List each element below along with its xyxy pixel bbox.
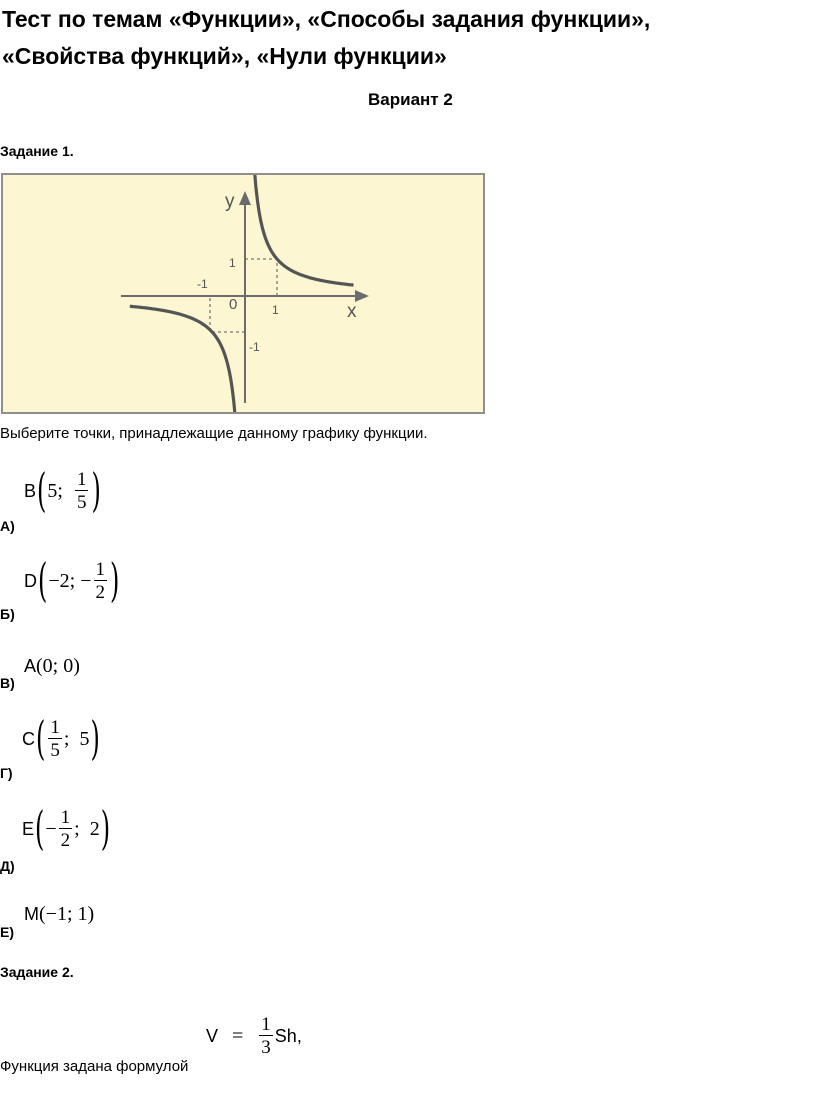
option-c-expression: [24, 655, 80, 678]
formula-rhs: Sh,: [274, 1025, 302, 1046]
option-d-expression: C ( $\frac{1}{5}$ ; 5 ): [22, 712, 100, 766]
variant-heading: Вариант 2: [368, 90, 453, 109]
title-line-2: «Свойства функций», «Нули функции»: [2, 43, 447, 69]
title-line-1: Тест по темам «Функции», «Способы задания функции»,: [2, 6, 651, 32]
point-name: D: [24, 570, 37, 591]
fraction: $\frac{1}{5}$: [76, 469, 87, 513]
point-name: B: [24, 480, 37, 501]
option-f-expression: [24, 903, 94, 926]
option-c-label: В): [0, 675, 15, 691]
tick-label-y-1: 1: [229, 256, 236, 270]
task-1-question: Выберите точки, принадлежащие данному графику функции.: [0, 425, 428, 442]
option-d-label: Г): [0, 765, 13, 781]
fraction: $\frac{1}{5}$: [50, 717, 60, 761]
coordinates: (0; 0): [36, 655, 80, 677]
x-sign: −: [45, 817, 57, 840]
option-a-expression: B ( 5 ; $\frac{1}{5}$ ): [24, 464, 101, 518]
guide-1-1: [245, 259, 277, 296]
fraction: $\frac{1}{3}$: [261, 1014, 271, 1058]
y-sign: −: [80, 569, 92, 592]
hyperbola-branch-negative: [130, 306, 239, 412]
task-1-label: Задание 1.: [0, 143, 74, 159]
tick-label-x-minus-1: -1: [197, 277, 208, 291]
x-value: 5: [47, 479, 58, 502]
task-2-label: Задание 2.: [0, 964, 74, 980]
y-value: 5: [79, 727, 90, 750]
y-axis-arrow: [239, 191, 251, 205]
graph-svg: [3, 175, 483, 412]
function-graph: [1, 173, 485, 414]
option-a-label: А): [0, 518, 15, 534]
y-axis-label: y: [225, 191, 235, 212]
origin-label: 0: [229, 296, 238, 313]
x-axis-arrow: [355, 290, 369, 302]
guide-m1-m1: [210, 296, 245, 332]
option-b-expression: D ( −2 ; − $\frac{1}{2}$ ): [24, 554, 120, 608]
option-e-expression: E ( − $\frac{1}{2}$ ; 2 ): [22, 802, 111, 856]
tick-label-x-1: 1: [272, 303, 279, 317]
task-2-formula: [206, 1015, 302, 1057]
point-name: E: [22, 818, 35, 839]
point-name: A: [24, 656, 37, 676]
x-axis-label: x: [347, 301, 357, 322]
y-value: 2: [89, 817, 100, 840]
option-b-label: Б): [0, 606, 15, 622]
coordinates: (−1; 1): [39, 903, 95, 925]
formula-lhs: V: [206, 1025, 219, 1046]
point-name: M: [24, 904, 39, 924]
tick-label-y-minus-1: -1: [249, 340, 260, 354]
task-2-text: Функция задана формулой: [0, 1058, 189, 1075]
x-value: −2: [48, 569, 70, 592]
point-name: C: [22, 728, 35, 749]
hyperbola-branch-positive: [251, 175, 353, 285]
fraction: $\frac{1}{2}$: [60, 807, 71, 851]
option-f-label: Е): [0, 924, 14, 940]
formula-eq: =: [232, 1024, 244, 1047]
option-e-label: Д): [0, 858, 15, 874]
fraction: $\frac{1}{2}$: [95, 559, 105, 603]
